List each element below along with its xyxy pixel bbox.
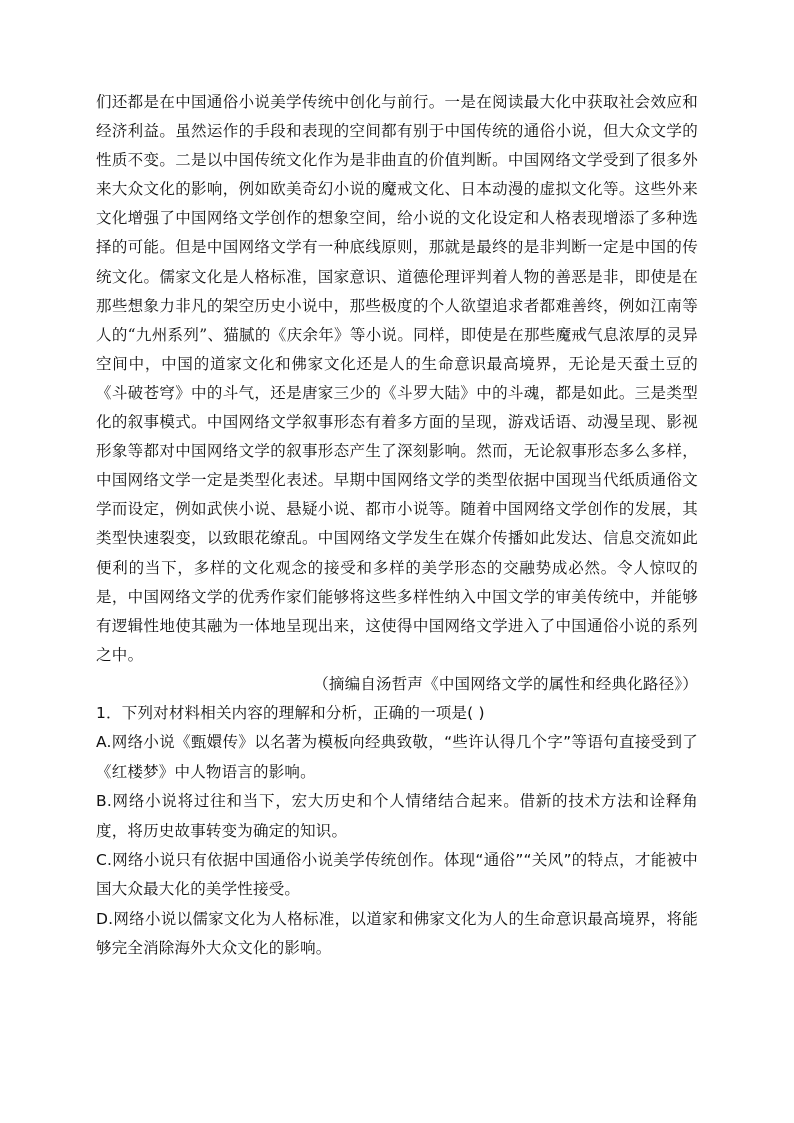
option-b: B.网络小说将过往和当下，宏大历史和个人情绪结合起来。借新的技术方法和诠释角度，将历史故事转变为确定的知识。 xyxy=(96,792,698,840)
document-page xyxy=(96,88,698,964)
option-c: C.网络小说只有依据中国通俗小说美学传统创作。体现“通俗”“关风”的特点，才能被中国大众最大化的美学性接受。 xyxy=(96,851,698,899)
passage-source: （摘编自汤哲声《中国网络文学的属性和经典化路径》） xyxy=(313,674,698,693)
passage-body: 们还都是在中国通俗小说美学传统中创化与前行。一是在阅读最大化中获取社会效应和经济利益。虽然运作的手段和表现的空间都有别于中国传统的通俗小说，但大众文学的性质不变。二是以中国传统文化作为是非曲直的价值判断。中国网络文学受到了很多外来大众文化的影响，例如欧美奇幻小说的魔戒文化、日本动漫的虚拟文化等。这些外来文化增强了中国网络文学创作的想象空间，给小说的文化设定和人格表现增添了多种选择的可能。但是中国网络文学有一种底线原则，那就是最终的是非判断一定是中国的传统文化。儒家文化是人格标准，国家意识、道德伦理评判着人物的善恶是非，即使是在那些想象力非凡的架空历史小说中，那些极度的个人欲望追求者都难善终，例如江南等人的“九州系列”、猫腻的《庆余年》等小说。同样，即使是在那些魔戒气息浓厚的灵异空间中，中国的道家文化和佛家文化还是人的生命意识最高境界，无论是天蚕土豆的《斗破苍穹》中的斗气，还是唐家三少的《斗罗大陆》中的斗魂，都是如此。三是类型化的叙事模式。中国网络文学叙事形态有着多方面的呈现，游戏话语、动漫呈现、影视形象等都对中国网络文学的叙事形态产生了深刻影响。然而，无论叙事形态多么多样，中国网络文学一定是类型化表述。早期中国网络文学的类型依据中国现当代纸质通俗文学而设定，例如武侠小说、悬疑小说、都市小说等。随着中国网络文学创作的发展，其类型快速裂变，以致眼花缭乱。中国网络文学发生在媒介传播如此发达、信息交流如此便利的当下，多样的文化观念的接受和多样的美学形态的交融势成必然。令人惊叹的是，中国网络文学的优秀作家们能够将这些多样性纳入中国文学的审美传统中，并能够有逻辑性地使其融为一体地呈现出来，这使得中国网络文学进入了中国通俗小说的系列之中。 xyxy=(96,93,698,664)
question-stem: 1．下列对材料相关内容的理解和分析，正确的一项是( ) xyxy=(96,703,485,722)
option-a: A.网络小说《甄嬛传》以名著为模板向经典致敬，“些许认得几个字”等语句直接受到了《红楼梦》中人物语言的影响。 xyxy=(96,733,698,781)
option-d: D.网络小说以儒家文化为人格标准，以道家和佛家文化为人的生命意识最高境界，将能够完全消除海外大众文化的影响。 xyxy=(96,909,698,958)
